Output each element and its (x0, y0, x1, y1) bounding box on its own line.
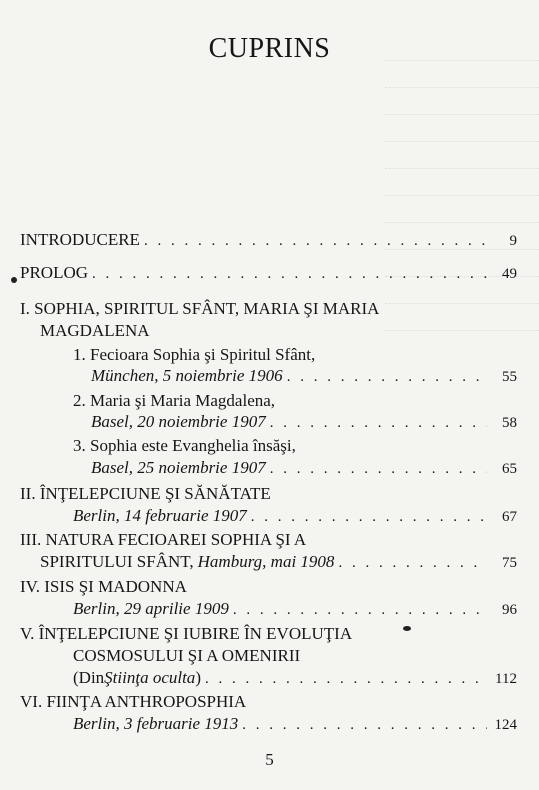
leader-dots (92, 266, 487, 283)
toc-page-number: 65 (502, 461, 517, 477)
toc-entry-1-2[interactable] (73, 391, 275, 411)
toc-entry-label: PROLOG (20, 263, 89, 282)
ink-speck (403, 626, 411, 631)
leader-dots (205, 671, 487, 688)
toc-entry-introducere[interactable] (20, 230, 517, 250)
toc-entry-1-1-sub (91, 366, 517, 386)
toc-entry-1-2-sub (91, 412, 517, 432)
toc-entry-label: 3. Sophia este Evanghelia însăşi, (73, 436, 296, 455)
toc-entry-chapter-5[interactable] (20, 624, 352, 644)
toc-entry-label: II. ÎNŢELEPCIUNE ŞI SĂNĂTATE (20, 484, 271, 503)
toc-entry-label-line2: MAGDALENA (40, 321, 150, 340)
toc-page-number: 49 (502, 266, 517, 282)
toc-entry-location-date: München, 5 noiembrie 1906 (91, 366, 283, 385)
toc-entry-chapter-5-cont (73, 646, 300, 666)
toc-entry-chapter-2[interactable] (20, 484, 271, 504)
toc-entry-label: 1. Fecioara Sophia şi Spiritul Sfânt, (73, 345, 316, 364)
leader-dots (270, 415, 487, 432)
toc-entry-1-1[interactable] (73, 345, 315, 365)
toc-page-number: 58 (502, 415, 517, 431)
toc-entry-label: INTRODUCERE (20, 230, 140, 249)
toc-entry-label-line2: SPIRITULUI SFÂNT, (40, 552, 194, 571)
toc-page-number: 9 (509, 233, 517, 249)
toc-entry-prolog[interactable] (20, 263, 517, 283)
bleed-through-text (385, 40, 539, 340)
leader-dots (251, 509, 487, 526)
toc-entry-location-date: Basel, 20 noiembrie 1907 (91, 412, 266, 431)
toc-entry-chapter-3[interactable] (20, 530, 306, 550)
leader-dots (233, 602, 487, 619)
leader-dots (338, 555, 487, 572)
toc-entry-location-date: Basel, 25 noiembrie 1907 (91, 458, 266, 477)
toc-entry-chapter-2-sub (73, 506, 517, 526)
toc-entry-chapter-4[interactable] (20, 577, 187, 597)
toc-entry-label: III. NATURA FECIOAREI SOPHIA ŞI A (20, 530, 307, 549)
toc-entry-location-date: Berlin, 3 februarie 1913 (73, 714, 239, 733)
toc-entry-chapter-1-cont (40, 321, 150, 341)
toc-entry-label-line2: COSMOSULUI ŞI A OMENIRII (73, 646, 301, 665)
ink-speck (11, 277, 17, 283)
toc-entry-label: VI. FIINŢA ANTHROPOSPHIA (20, 692, 247, 711)
leader-dots (270, 461, 487, 478)
page-title: CUPRINS (208, 33, 331, 64)
toc-entry-label: V. ÎNŢELEPCIUNE ŞI IUBIRE ÎN EVOLUŢIA (20, 624, 353, 643)
leader-dots (287, 369, 487, 386)
toc-page-number: 112 (495, 671, 517, 687)
toc-entry-1-3[interactable] (73, 436, 296, 456)
toc-page-number: 124 (494, 717, 517, 733)
toc-entry-chapter-5-sub (73, 668, 517, 688)
toc-entry-label: I. SOPHIA, SPIRITUL SFÂNT, MARIA ŞI MARIA (20, 299, 380, 318)
toc-page-number: 55 (502, 369, 517, 385)
toc-entry-label: IV. ISIS ŞI MADONNA (20, 577, 187, 596)
toc-entry-chapter-6[interactable] (20, 692, 246, 712)
toc-entry-chapter-4-sub (73, 599, 517, 619)
toc-entry-1-3-sub (91, 458, 517, 478)
toc-entry-source-title: Ştiinţa oculta (104, 668, 196, 687)
page-number: 5 (265, 750, 274, 769)
toc-entry-source-prefix: (Din (73, 668, 105, 687)
toc-entry-label: 2. Maria şi Maria Magdalena, (73, 391, 276, 410)
toc-entry-source-suffix: ) (195, 668, 201, 687)
toc-entry-location-date: Hamburg, mai 1908 (197, 552, 335, 571)
toc-entry-location-date: Berlin, 29 aprilie 1909 (73, 599, 229, 618)
toc-entry-location-date: Berlin, 14 februarie 1907 (73, 506, 247, 525)
leader-dots (242, 717, 486, 734)
leader-dots (144, 233, 487, 250)
toc-page-number: 75 (502, 555, 517, 571)
toc-entry-chapter-6-sub (73, 714, 517, 734)
toc-entry-chapter-3-cont (40, 552, 517, 572)
toc-page-number: 67 (502, 509, 517, 525)
toc-page-number: 96 (502, 602, 517, 618)
toc-entry-chapter-1[interactable] (20, 299, 379, 319)
